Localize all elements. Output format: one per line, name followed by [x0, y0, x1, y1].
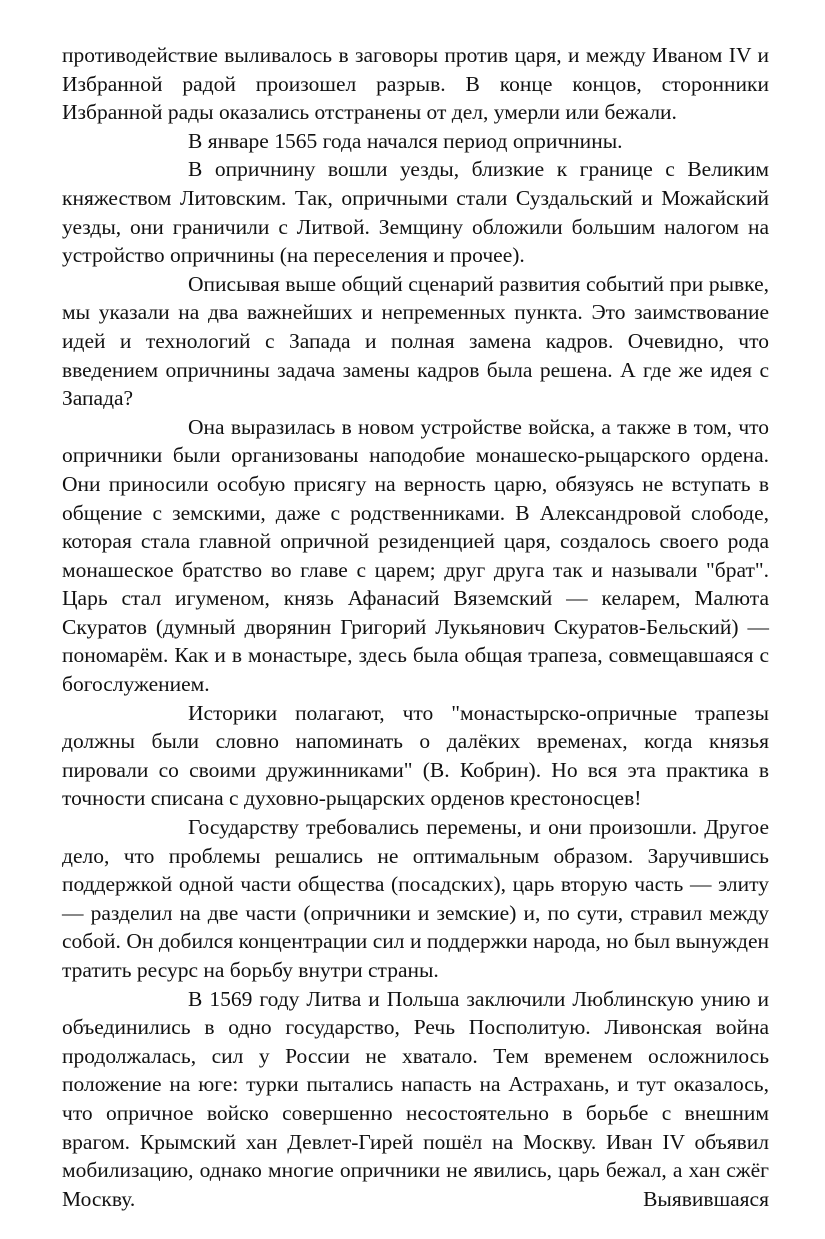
paragraph-7: Государству требовались перемены, и они произошли. Другое дело, что проблемы решались не оптимальным образом. Заручившись поддержкой одной части общества (посадских), царь вторую часть — элиту — разделил на две части (опричники и земские) и, по сути, стравил между собой. Он добился концентрации сил и поддержки народа, но был вынужден тратить ресурс на борьбу внутри страны. [62, 815, 769, 982]
paragraph-8: В 1569 году Литва и Польша заключили Люблинскую унию и объединились в одно государство, Речь Посполитую. Ливонская война продолжалась, сил у России не хватало. Тем временем осложнилось положение на юге: турки пытались напасть на Астрахань, и тут оказалось, что опричное войско совершенно несостоятельно в борьбе с внешним врагом. Крымский хан Девлет-Гирей пошёл на Москву. Иван IV объявил мобилизацию, однако многие опричники не явились, царь бежал, а хан сжёг Москву. Выявившаяся [62, 986, 769, 1211]
paragraph-1: противодействие выливалось в заговоры против царя, и между Иваном IV и Избранной радой произошел разрыв. В конце концов, сторонники Избранной рады оказались отстранены от дел, умерли или бежали. [62, 43, 769, 125]
paragraph-4: Описывая выше общий сценарий развития событий при рывке, мы указали на два важнейших и непременных пункта. Это заимствование идей и технологий с Запада и полная замена кадров. Очевидно, что введением опричнины задача замены кадров была решена. А где же идея с Запада? [62, 271, 769, 411]
paragraph-2: В январе 1565 года начался период опричнины. [188, 128, 623, 153]
document-page [62, 41, 769, 1213]
paragraph-5: Она выразилась в новом устройстве войска, а также в том, что опричники были организованы наподобие монашеско-рыцарского ордена. Они приносили особую присягу на верность царю, обязуясь не вступать в общение с земскими, даже с родственниками. В Александровой слободе, которая стала главной опричной резиденцией царя, создалось своего рода монашеское братство во главе с царем; друг друга так и называли "брат". Царь стал игуменом, князь Афанасий Вяземский — келарем, Малюта Скуратов (думный дворянин Григорий Лукьянович Скуратов-Бельский) — пономарём. Как и в монастыре, здесь была общая трапеза, совмещавшаяся с богослужением. [62, 414, 769, 697]
paragraph-3: В опричнину вошли уезды, близкие к границе с Великим княжеством Литовским. Так, опричными стали Суздальский и Можайский уезды, они граничили с Литвой. Земщину обложили большим налогом на устройство опричнины (на переселения и прочее). [62, 157, 769, 268]
paragraph-6: Историки полагают, что "монастырско-опричные трапезы должны были словно напоминать о далёких временах, когда князья пировали со своими дружинниками" (В. Кобрин). Но вся эта практика в точности списана с духовно-рыцарских орденов крестоносцев! [62, 700, 769, 811]
